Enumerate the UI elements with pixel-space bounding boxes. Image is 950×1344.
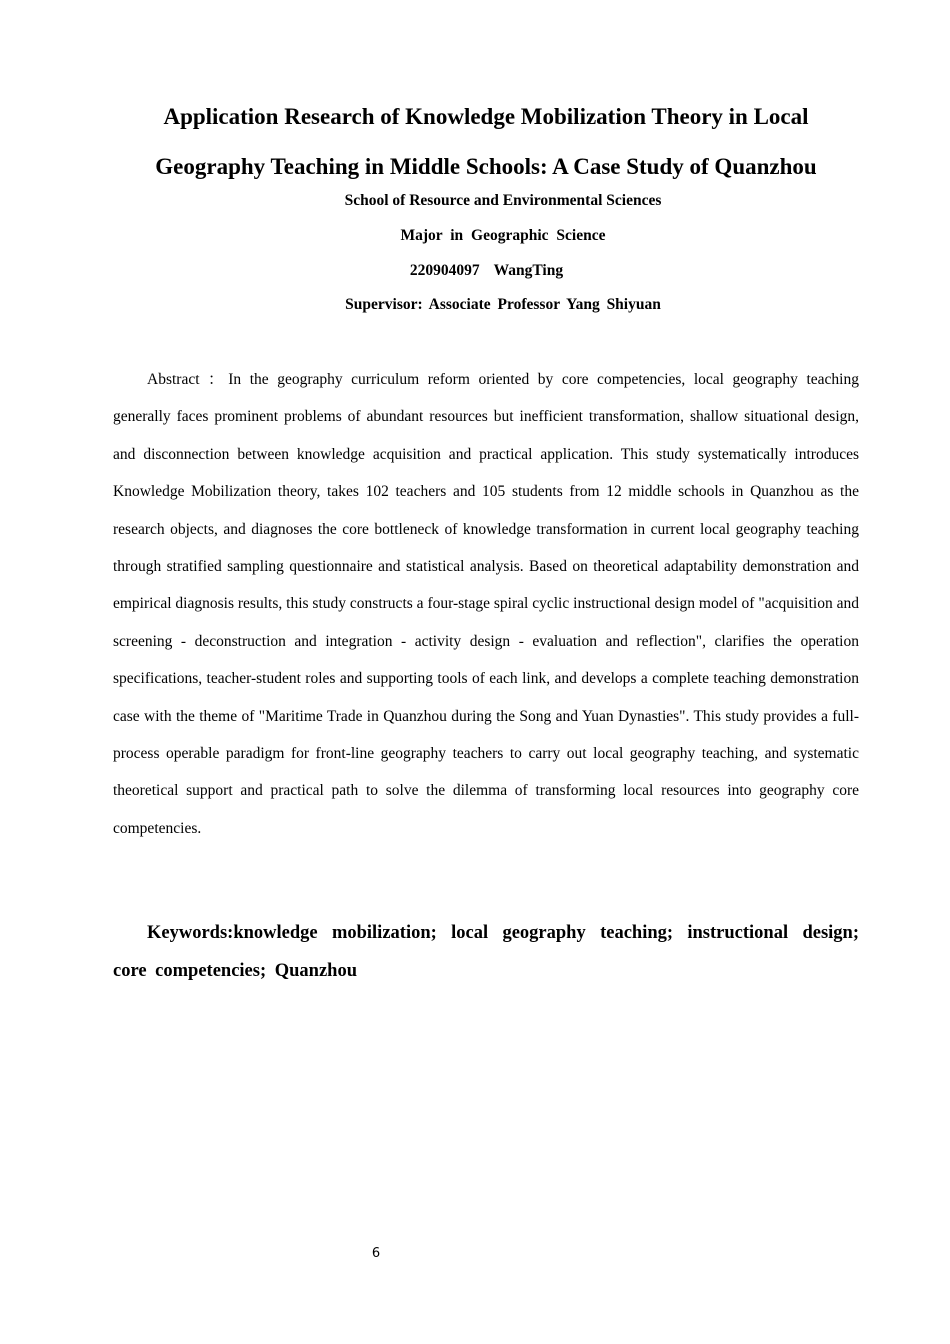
keywords-text: Keywords:knowledge mobilization; local geography teaching; instructional design; core competencies; Quanzhou	[113, 923, 859, 981]
school-name: School of Resource and Environmental Sciences	[344, 192, 662, 209]
student-id: 220904097	[409, 262, 480, 279]
student-name: WangTing	[493, 262, 564, 279]
student-info	[130, 262, 843, 280]
major-name: Major in Geographic Science	[400, 227, 606, 244]
page-number: 6	[371, 1246, 381, 1261]
abstract-text: Abstract ：In the geography curriculum reform oriented by core competencies, local geography teaching generally faces prominent problems of abundant resources but inefficient transformation, shallow situational design, and disconnection between knowledge acquisition and practical application. This study systematically introduces Knowledge Mobilization theory, takes 102 teachers and 105 students from 12 middle schools in Quanzhou as the research objects, and diagnoses the core bottleneck of knowledge transformation in current local geography teaching through stratified sampling questionnaire and statistical analysis. Based on theoretical adaptability demonstration and empirical diagnosis results, this study constructs a four-stage spiral cyclic instructional design model of "acquisition and screening - deconstruction and integration - activity design - evaluation and reflection", clarifies the operation specifications, teacher-student roles and supporting tools of each link, and develops a complete teaching demonstration case with the theme of "Maritime Trade in Quanzhou during the Song and Yuan Dynasties". This study provides a full-process operable paradigm for front-line geography teachers to carry out local geography teaching, and systematic theoretical support and practical path to solve the dilemma of transforming local resources into geography core competencies.	[113, 371, 859, 837]
supervisor: Supervisor: Associate Professor Yang Shiyuan	[345, 296, 661, 313]
paper-title: Application Research of Knowledge Mobilization Theory in Local Geography Teaching in Middle Schools: A Case Study of Quanzhou	[155, 104, 817, 179]
